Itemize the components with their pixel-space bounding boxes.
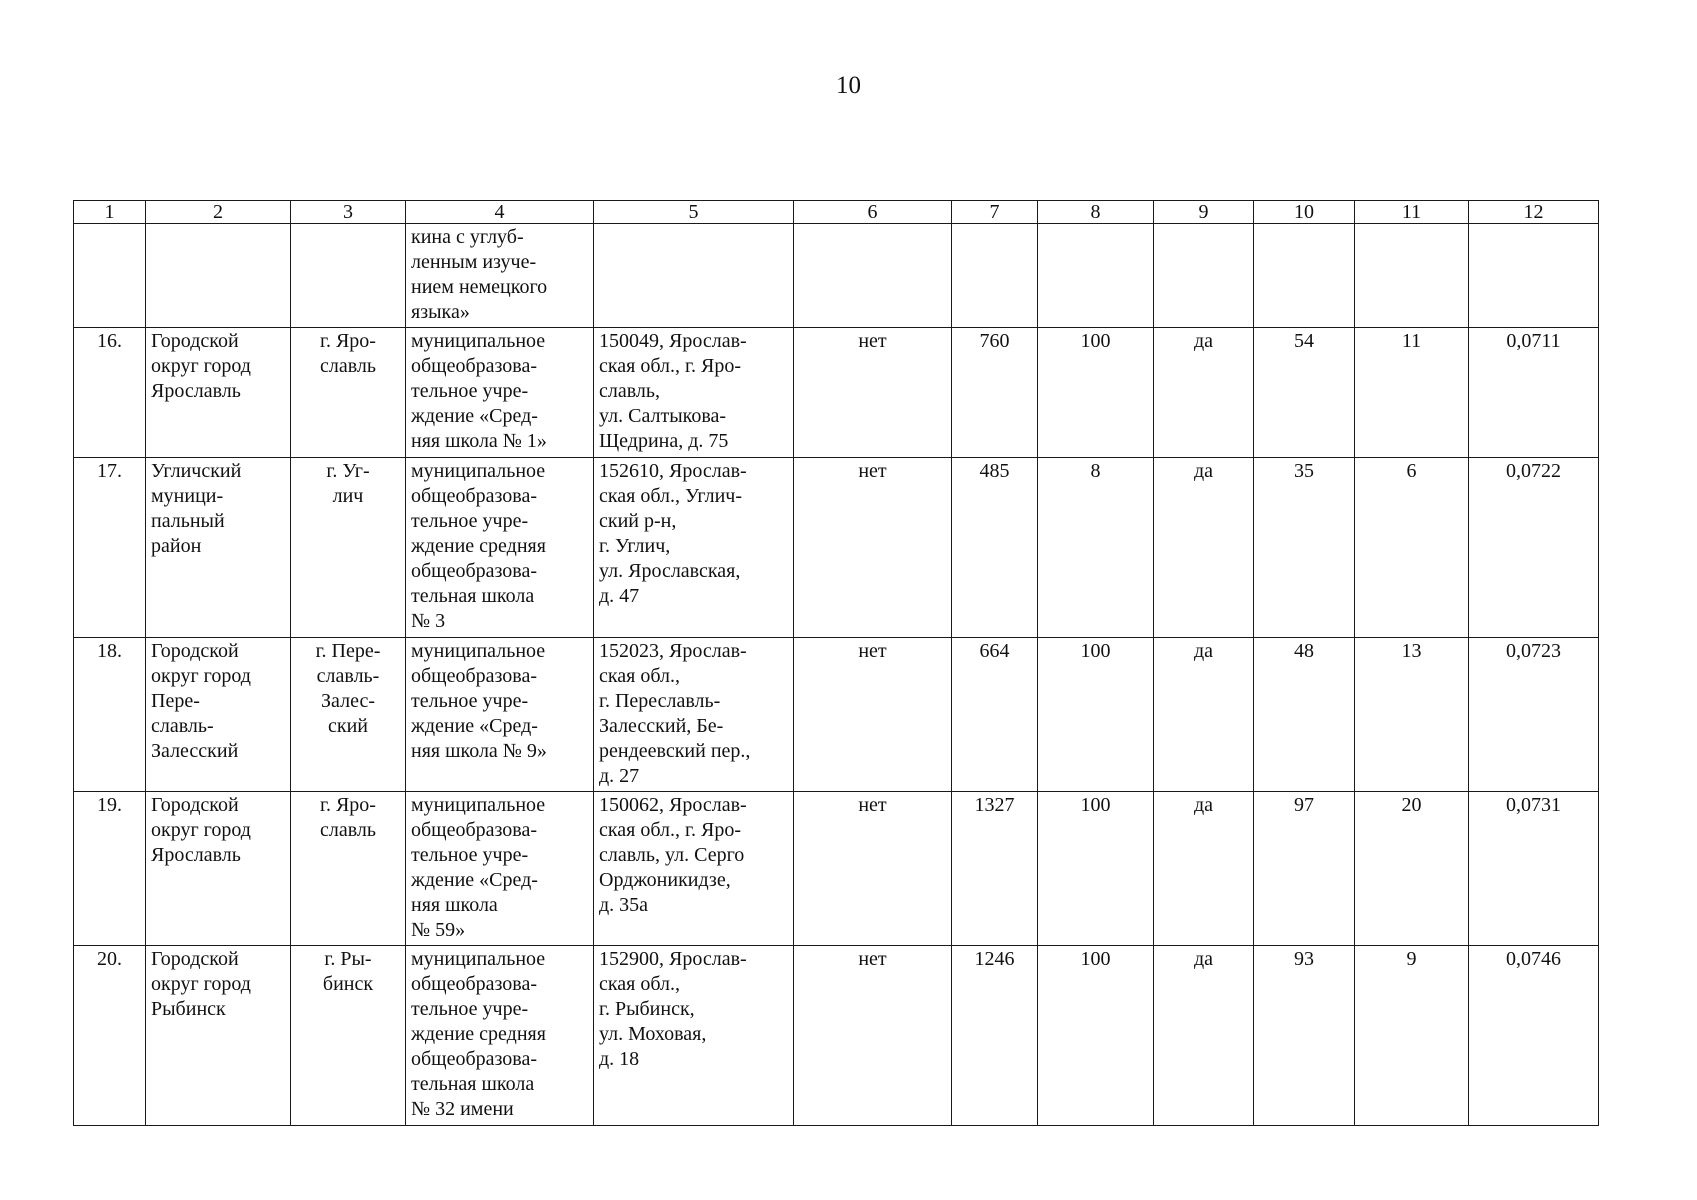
column-header: 4 [406,201,594,224]
row-number: 17. [74,458,146,638]
col11-cell: 20 [1355,792,1469,946]
school-cell: муниципальное общеобразова- тельное учре- ждение «Сред- няя школа № 9» [406,638,594,792]
district-cell: Городской округ город Пере- славль- Залесский [146,638,291,792]
district-cell [146,224,291,328]
table-row [74,638,1599,792]
col8-cell: 100 [1038,328,1154,458]
district-cell: Городской округ город Ярославль [146,328,291,458]
address-cell: 152900, Ярослав- ская обл., г. Рыбинск, ул. Моховая, д. 18 [594,946,794,1126]
school-cell: муниципальное общеобразова- тельное учре- ждение средняя общеобразова- тельная школа № 3 [406,458,594,638]
col7-cell: 664 [952,638,1038,792]
col10-cell: 93 [1254,946,1355,1126]
col9-cell: да [1154,946,1254,1126]
col9-cell: да [1154,638,1254,792]
row-number: 20. [74,946,146,1126]
table-row [74,946,1599,1126]
col11-cell: 13 [1355,638,1469,792]
data-table [73,200,1599,1126]
col12-cell: 0,0711 [1469,328,1599,458]
address-cell: 150062, Ярослав- ская обл., г. Яро- славль, ул. Серго Орджоникидзе, д. 35а [594,792,794,946]
col10-cell: 54 [1254,328,1355,458]
column-header: 2 [146,201,291,224]
col11-cell: 11 [1355,328,1469,458]
table-row [74,224,1599,328]
column-header: 5 [594,201,794,224]
col6-cell: нет [794,792,952,946]
column-header: 9 [1154,201,1254,224]
column-header: 12 [1469,201,1599,224]
row-number: 18. [74,638,146,792]
col10-cell: 48 [1254,638,1355,792]
col7-cell: 1246 [952,946,1038,1126]
school-cell: муниципальное общеобразова- тельное учре- ждение «Сред- няя школа № 59» [406,792,594,946]
table-row [74,458,1599,638]
col9-cell: да [1154,792,1254,946]
col12-cell: 0,0731 [1469,792,1599,946]
district-cell: Городской округ город Ярославль [146,792,291,946]
column-header: 6 [794,201,952,224]
school-cell: муниципальное общеобразова- тельное учре- ждение средняя общеобразова- тельная школа № 32 имени [406,946,594,1126]
column-header: 7 [952,201,1038,224]
address-cell: 150049, Ярослав- ская обл., г. Яро- славль, ул. Салтыкова- Щедрина, д. 75 [594,328,794,458]
col11-cell [1355,224,1469,328]
col7-cell: 485 [952,458,1038,638]
city-cell: г. Ры- бинск [291,946,406,1126]
address-cell: 152610, Ярослав- ская обл., Углич- ский р-н, г. Углич, ул. Ярославская, д. 47 [594,458,794,638]
school-cell: кина с углуб- ленным изуче- нием немецкого языка» [406,224,594,328]
col11-cell: 9 [1355,946,1469,1126]
address-cell [594,224,794,328]
page-number: 10 [836,72,861,99]
col9-cell [1154,224,1254,328]
col8-cell: 100 [1038,946,1154,1126]
district-cell: Городской округ город Рыбинск [146,946,291,1126]
table-header-row [74,201,1599,224]
column-header: 1 [74,201,146,224]
district-cell: Угличский муници- пальный район [146,458,291,638]
row-number: 16. [74,328,146,458]
col9-cell: да [1154,328,1254,458]
row-number [74,224,146,328]
col10-cell: 35 [1254,458,1355,638]
address-cell: 152023, Ярослав- ская обл., г. Переславль- Залесский, Бе- рендеевский пер., д. 27 [594,638,794,792]
col8-cell [1038,224,1154,328]
col12-cell [1469,224,1599,328]
col8-cell: 8 [1038,458,1154,638]
table-row [74,792,1599,946]
col7-cell: 760 [952,328,1038,458]
city-cell: г. Уг- лич [291,458,406,638]
school-cell: муниципальное общеобразова- тельное учре- ждение «Сред- няя школа № 1» [406,328,594,458]
col12-cell: 0,0723 [1469,638,1599,792]
col7-cell [952,224,1038,328]
column-header: 10 [1254,201,1355,224]
col8-cell: 100 [1038,792,1154,946]
col6-cell: нет [794,638,952,792]
row-number: 19. [74,792,146,946]
col8-cell: 100 [1038,638,1154,792]
table-row [74,328,1599,458]
col10-cell: 97 [1254,792,1355,946]
col11-cell: 6 [1355,458,1469,638]
column-header: 11 [1355,201,1469,224]
col10-cell [1254,224,1355,328]
col6-cell [794,224,952,328]
column-header: 8 [1038,201,1154,224]
col7-cell: 1327 [952,792,1038,946]
col6-cell: нет [794,328,952,458]
city-cell: г. Яро- славль [291,328,406,458]
col6-cell: нет [794,946,952,1126]
city-cell: г. Пере- славль- Залес- ский [291,638,406,792]
col12-cell: 0,0746 [1469,946,1599,1126]
city-cell [291,224,406,328]
col12-cell: 0,0722 [1469,458,1599,638]
col6-cell: нет [794,458,952,638]
col9-cell: да [1154,458,1254,638]
city-cell: г. Яро- славль [291,792,406,946]
column-header: 3 [291,201,406,224]
